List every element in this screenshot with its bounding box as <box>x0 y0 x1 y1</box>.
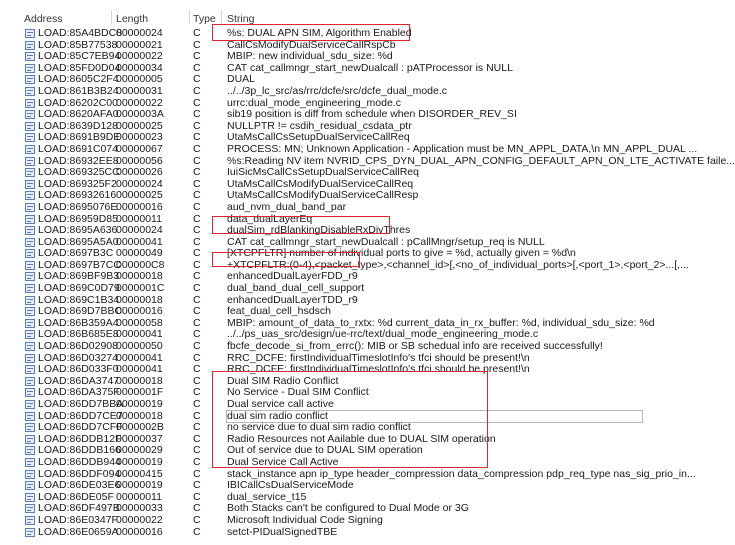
type-cell: C <box>193 247 201 260</box>
address-cell: LOAD:869D7BBC <box>38 305 123 318</box>
length-cell: 00000022 <box>116 513 163 526</box>
address-cell: LOAD:85FD0D04 <box>38 61 121 74</box>
string-entry-icon <box>25 249 35 258</box>
string-cell: MBIP: amount_of_data_to_rxtx: %d current_data_in_rx_buffer: %d, individual_sdu_size: %d <box>227 316 655 329</box>
type-cell: C <box>193 84 201 97</box>
type-cell: C <box>193 513 201 526</box>
string-entry-icon <box>25 446 35 455</box>
length-cell: 00000011 <box>116 212 162 225</box>
length-cell: 00000034 <box>116 61 163 74</box>
string-cell: IuiSicMsCallCsSetupDualServiceCallReq <box>227 166 419 179</box>
type-cell: C <box>193 444 201 457</box>
address-cell: LOAD:85C7EB94 <box>38 50 121 63</box>
length-cell: 00000041 <box>116 328 163 341</box>
length-cell: 00000016 <box>116 200 163 213</box>
address-cell: LOAD:869C1B34 <box>38 293 120 306</box>
type-cell: C <box>193 455 201 468</box>
address-cell: LOAD:86D03274 <box>38 351 118 364</box>
string-cell: CAT cat_callmngr_start_newDualcall : pATProcessor is NULL <box>227 61 513 74</box>
string-entry-icon <box>25 238 35 247</box>
string-cell: Microsoft Individual Code Signing <box>227 513 383 526</box>
string-entry-icon <box>25 377 35 386</box>
type-cell: C <box>193 328 201 341</box>
string-entry-icon <box>25 481 35 490</box>
string-cell: No Service - Dual SIM Conflict <box>227 386 369 399</box>
address-cell: LOAD:86E0347F <box>38 513 118 526</box>
string-cell: fbcfe_decode_si_from_errc(): MIB or SB schedual info are received successfully! <box>227 340 603 353</box>
type-cell: C <box>193 351 201 364</box>
type-cell: C <box>193 409 201 422</box>
length-cell: 00000041 <box>116 235 163 248</box>
address-cell: LOAD:8605C2F4 <box>38 73 119 86</box>
length-cell: 00000033 <box>116 502 163 515</box>
string-entry-icon <box>25 261 35 270</box>
string-entry-icon <box>25 516 35 525</box>
string-entry-icon <box>25 435 35 444</box>
address-cell: LOAD:869C0D79 <box>38 282 120 295</box>
type-cell: C <box>193 108 201 121</box>
string-cell: RRC_DCFE: firstIndividualTimeslotInfo's tfci should be present!\n <box>227 363 530 376</box>
address-cell: LOAD:8695A636 <box>38 224 118 237</box>
string-entry-icon <box>25 319 35 328</box>
type-cell: C <box>193 27 201 39</box>
string-entry-icon <box>25 122 35 131</box>
table-row[interactable] <box>0 283 666 295</box>
length-cell: 00000056 <box>116 154 163 167</box>
string-entry-icon <box>25 110 35 119</box>
string-entry-icon <box>25 423 35 432</box>
string-cell: Both Stacks can't be configured to Dual Mode or 3G <box>227 502 469 515</box>
string-entry-icon <box>25 307 35 316</box>
length-cell: 00000025 <box>116 189 163 202</box>
address-cell: LOAD:86DE03E6 <box>38 479 121 492</box>
length-cell: 00000018 <box>116 409 163 422</box>
length-cell: 00000058 <box>116 316 163 329</box>
column-string[interactable]: String <box>227 13 255 25</box>
type-cell: C <box>193 525 201 538</box>
type-cell: C <box>193 363 201 376</box>
type-cell: C <box>193 61 201 74</box>
address-cell: LOAD:869BF9B3 <box>38 270 120 283</box>
address-cell: LOAD:86DDB166 <box>38 444 121 457</box>
type-cell: C <box>193 50 201 63</box>
string-entry-icon <box>25 272 35 281</box>
string-cell: enhancedDualLayerTDD_r9 <box>227 293 358 306</box>
string-cell: UtaMsCallCsSetupDualServiceCallReq <box>227 131 410 144</box>
address-cell: LOAD:861B3B24 <box>38 84 119 97</box>
length-cell: 00000024 <box>116 27 163 39</box>
string-entry-icon <box>25 330 35 339</box>
table-row[interactable] <box>0 341 666 353</box>
length-cell: 00000049 <box>116 247 163 260</box>
table-row[interactable] <box>0 527 666 539</box>
type-cell: C <box>193 96 201 109</box>
string-entry-icon <box>25 180 35 189</box>
string-entry-icon <box>25 226 35 235</box>
string-cell: MBIP: new individual_sdu_size: %d <box>227 50 393 63</box>
string-cell: data_dualLayerEq <box>227 212 313 225</box>
length-cell: 00000016 <box>116 525 163 538</box>
string-entry-icon <box>25 41 35 50</box>
address-cell: LOAD:86E0659A <box>38 525 119 538</box>
string-entry-icon <box>25 400 35 409</box>
length-cell: 00000023 <box>116 131 163 144</box>
length-cell: 00000019 <box>116 479 163 492</box>
address-cell: LOAD:86B685E8 <box>38 328 119 341</box>
length-cell: 00000026 <box>116 166 163 179</box>
length-cell: 0000003A <box>116 108 164 121</box>
table-row[interactable] <box>0 28 666 40</box>
table-row[interactable] <box>0 480 666 492</box>
string-cell: Dual SIM Radio Conflict <box>227 374 339 387</box>
column-address[interactable]: Address <box>24 13 63 25</box>
type-cell: C <box>193 131 201 144</box>
string-entry-icon <box>25 470 35 479</box>
length-cell: 00000019 <box>116 455 163 468</box>
string-cell: CallCsModifyDualServiceCallRspCb <box>227 38 396 51</box>
string-entry-icon <box>25 75 35 84</box>
length-cell: 00000025 <box>116 119 163 132</box>
string-entry-icon <box>25 168 35 177</box>
type-cell: C <box>193 340 201 353</box>
table-row[interactable] <box>0 167 666 179</box>
string-entry-icon <box>25 365 35 374</box>
address-cell: LOAD:8695076E <box>38 200 118 213</box>
string-cell: Out of service due to DUAL SIM operation <box>227 444 423 457</box>
length-cell: 0000001F <box>116 386 164 399</box>
type-cell: C <box>193 282 201 295</box>
address-cell: LOAD:8691B9DE <box>38 131 121 144</box>
string-cell: Dual service call active <box>227 398 334 410</box>
address-cell: LOAD:86DDB944 <box>38 455 121 468</box>
string-entry-icon <box>25 388 35 397</box>
address-cell: LOAD:86932EE8 <box>38 154 119 167</box>
type-cell: C <box>193 490 201 503</box>
address-cell: LOAD:86DDB12F <box>38 432 122 445</box>
length-cell: 0000001C <box>116 282 165 295</box>
type-cell: C <box>193 270 201 283</box>
length-cell: 00000415 <box>116 467 163 480</box>
length-cell: 000000C8 <box>116 258 165 271</box>
address-cell: LOAD:85A4BDC8 <box>38 27 123 39</box>
string-cell: enhancedDualLayerFDD_r9 <box>227 270 358 283</box>
string-cell: Radio Resources not Aailable due to DUAL SIM operation <box>227 432 496 445</box>
length-cell: 00000041 <box>116 363 163 376</box>
string-cell: NULLPTR != csdih_residual_csdata_ptr <box>227 119 412 132</box>
string-cell: DUAL <box>227 73 256 86</box>
string-cell: dual_service_t15 <box>227 490 307 503</box>
type-cell: C <box>193 200 201 213</box>
length-cell: 00000005 <box>116 73 163 86</box>
address-cell: LOAD:86DE05F <box>38 490 114 503</box>
address-cell: LOAD:86DD7BBA <box>38 398 124 410</box>
table-row[interactable] <box>0 202 666 214</box>
string-entry-icon <box>25 133 35 142</box>
length-cell: 00000067 <box>116 142 163 155</box>
address-cell: LOAD:869325CC <box>38 166 120 179</box>
column-divider[interactable] <box>221 10 222 24</box>
type-cell: C <box>193 38 201 51</box>
address-cell: LOAD:86DD7CFF <box>38 421 123 434</box>
address-cell: LOAD:86D02908 <box>38 340 118 353</box>
string-entry-icon <box>25 29 35 38</box>
string-entry-icon <box>25 87 35 96</box>
type-cell: C <box>193 316 201 329</box>
string-entry-icon <box>25 99 35 108</box>
address-cell: LOAD:86959D85 <box>38 212 118 225</box>
length-cell: 00000011 <box>116 490 162 503</box>
string-entry-icon <box>25 203 35 212</box>
address-cell: LOAD:86B359A4 <box>38 316 119 329</box>
type-cell: C <box>193 502 201 515</box>
type-cell: C <box>193 142 201 155</box>
type-cell: C <box>193 73 201 86</box>
address-cell: LOAD:8620AFA0 <box>38 108 119 121</box>
type-cell: C <box>193 467 201 480</box>
type-cell: C <box>193 154 201 167</box>
address-cell: LOAD:86D033F0 <box>38 363 119 376</box>
strings-list <box>0 27 735 538</box>
table-row[interactable] <box>0 515 666 527</box>
address-cell: LOAD:86202C00 <box>38 96 118 109</box>
length-cell: 00000022 <box>116 50 163 63</box>
string-cell: [XTCPFLTR] number of individual ports to give = %d, actually given = %d\n <box>227 247 576 260</box>
string-cell: %s: DUAL APN SIM, Algorithm Enabled <box>227 27 412 39</box>
string-entry-icon <box>25 504 35 513</box>
string-cell: IBICallCsDualServiceMode <box>227 479 354 492</box>
length-cell: 00000022 <box>116 96 163 109</box>
address-cell: LOAD:86DD7CE7 <box>38 409 123 422</box>
string-cell: setct-PIDualSignedTBE <box>227 525 338 538</box>
string-entry-icon <box>25 354 35 363</box>
address-cell: LOAD:8639D128 <box>38 119 118 132</box>
string-cell: dualSim_rdBlankingDisableRxDivThres <box>227 224 411 237</box>
string-cell: ../../3p_lc_src/as/rrc/dcfe/src/dcfe_dual_mode.c <box>227 84 448 97</box>
string-entry-icon <box>25 284 35 293</box>
table-row[interactable] <box>0 109 666 121</box>
string-cell: UtaMsCallCsModifyDualServiceCallResp <box>227 189 419 202</box>
address-cell: LOAD:8697B7CC <box>38 258 121 271</box>
type-cell: C <box>193 119 201 132</box>
address-cell: LOAD:85B77538 <box>38 38 118 51</box>
table-row[interactable] <box>0 225 666 237</box>
table-row[interactable] <box>0 86 666 98</box>
type-cell: C <box>193 258 201 271</box>
length-cell: 00000024 <box>116 224 163 237</box>
address-cell: LOAD:8691C074 <box>38 142 118 155</box>
string-entry-icon <box>25 342 35 351</box>
length-cell: 00000037 <box>116 432 163 445</box>
string-entry-icon <box>25 52 35 61</box>
address-cell: LOAD:86DA375F <box>38 386 120 399</box>
string-cell: UtaMsCallCsModifyDualServiceCallReq <box>227 177 414 190</box>
address-cell: LOAD:86932616 <box>38 189 117 202</box>
type-cell: C <box>193 293 201 306</box>
string-cell: %s:Reading NV item NVRID_CPS_DYN_DUAL_APN_CONFIG_DEFAULT_APN_ON_LTE_ACTIVATE faile... <box>227 154 735 167</box>
table-row[interactable] <box>0 399 666 411</box>
length-cell: 00000018 <box>116 270 163 283</box>
string-cell: RRC_DCFE: firstIndividualTimeslotInfo's tfci should be present!\n <box>227 351 530 364</box>
string-cell: no service due to dual sim radio conflict <box>227 421 411 434</box>
column-length[interactable]: Length <box>116 13 149 25</box>
type-cell: C <box>193 398 201 410</box>
length-cell: 00000019 <box>116 398 163 410</box>
length-cell: 0000002B <box>116 421 164 434</box>
type-cell: C <box>193 235 201 248</box>
length-cell: 00000018 <box>116 293 163 306</box>
string-cell: CAT cat_callmngr_start_newDualcall : pCallMngr/setup_req is NULL <box>227 235 545 248</box>
length-cell: 00000029 <box>116 444 163 457</box>
length-cell: 00000016 <box>116 305 163 318</box>
type-cell: C <box>193 421 201 434</box>
column-divider[interactable] <box>111 10 112 24</box>
string-entry-icon <box>25 191 35 200</box>
string-cell: Dual Service Call Active <box>227 455 339 468</box>
string-cell: sib19 position is diff from schedule when DISORDER_REV_SI <box>227 108 517 121</box>
string-cell: dual sim radio conflict <box>227 411 642 423</box>
string-entry-icon <box>25 215 35 224</box>
type-cell: C <box>193 432 201 445</box>
address-cell: LOAD:8697B3C <box>38 247 114 260</box>
string-cell: +XTCPFLTR:(0-4),<packet_type>,<channel_id>[,<no_of_individual_ports>[,<port_1>,<port_2>...[,... <box>227 258 689 271</box>
string-cell: ../../ps_uas_src/design/ue-rrc/text/dual_mode_engineering_mode.c <box>227 328 539 341</box>
string-entry-icon <box>25 296 35 305</box>
length-cell: 00000041 <box>116 351 163 364</box>
type-cell: C <box>193 224 201 237</box>
type-cell: C <box>193 166 201 179</box>
string-entry-icon <box>25 458 35 467</box>
string-entry-icon <box>25 157 35 166</box>
length-cell: 00000031 <box>116 84 163 97</box>
string-cell: aud_nvm_dual_band_par <box>227 200 347 213</box>
table-row[interactable] <box>0 457 666 469</box>
type-cell: C <box>193 177 201 190</box>
type-cell: C <box>193 479 201 492</box>
string-entry-icon <box>25 528 35 537</box>
length-cell: 00000018 <box>116 374 163 387</box>
length-cell: 00000024 <box>116 177 163 190</box>
column-type[interactable]: Type <box>193 13 216 25</box>
string-cell: urrc:dual_mode_engineering_mode.c <box>227 96 401 109</box>
type-cell: C <box>193 386 201 399</box>
type-cell: C <box>193 374 201 387</box>
address-cell: LOAD:869325F2 <box>38 177 117 190</box>
table-row[interactable] <box>0 142 698 156</box>
address-cell: LOAD:86DA3747 <box>38 374 120 387</box>
column-divider[interactable] <box>189 10 190 24</box>
length-cell: 00000021 <box>116 38 163 51</box>
string-entry-icon <box>25 412 35 421</box>
address-cell: LOAD:86DDF094 <box>38 467 121 480</box>
address-cell: LOAD:8695A5A0 <box>38 235 119 248</box>
string-cell: dual_band_dual_cell_support <box>227 282 365 295</box>
type-cell: C <box>193 189 201 202</box>
type-cell: C <box>193 305 201 318</box>
length-cell: 00000050 <box>116 340 163 353</box>
type-cell: C <box>193 212 201 225</box>
address-cell: LOAD:86DF497B <box>38 502 120 515</box>
column-header <box>0 13 666 27</box>
string-cell: feat_dual_cell_hsdsch <box>227 305 331 318</box>
string-cell: stack_instance apn ip_type header_compression data_compression pdp_req_type nas_sig_prio_in... <box>227 467 696 480</box>
string-cell: PROCESS: MN; Unknown Application - Application must be MN_APPL_DATA,\n MN_APPL_DUAL ... <box>227 142 698 155</box>
string-entry-icon <box>25 145 35 154</box>
string-entry-icon <box>25 64 35 73</box>
string-entry-icon <box>25 493 35 502</box>
